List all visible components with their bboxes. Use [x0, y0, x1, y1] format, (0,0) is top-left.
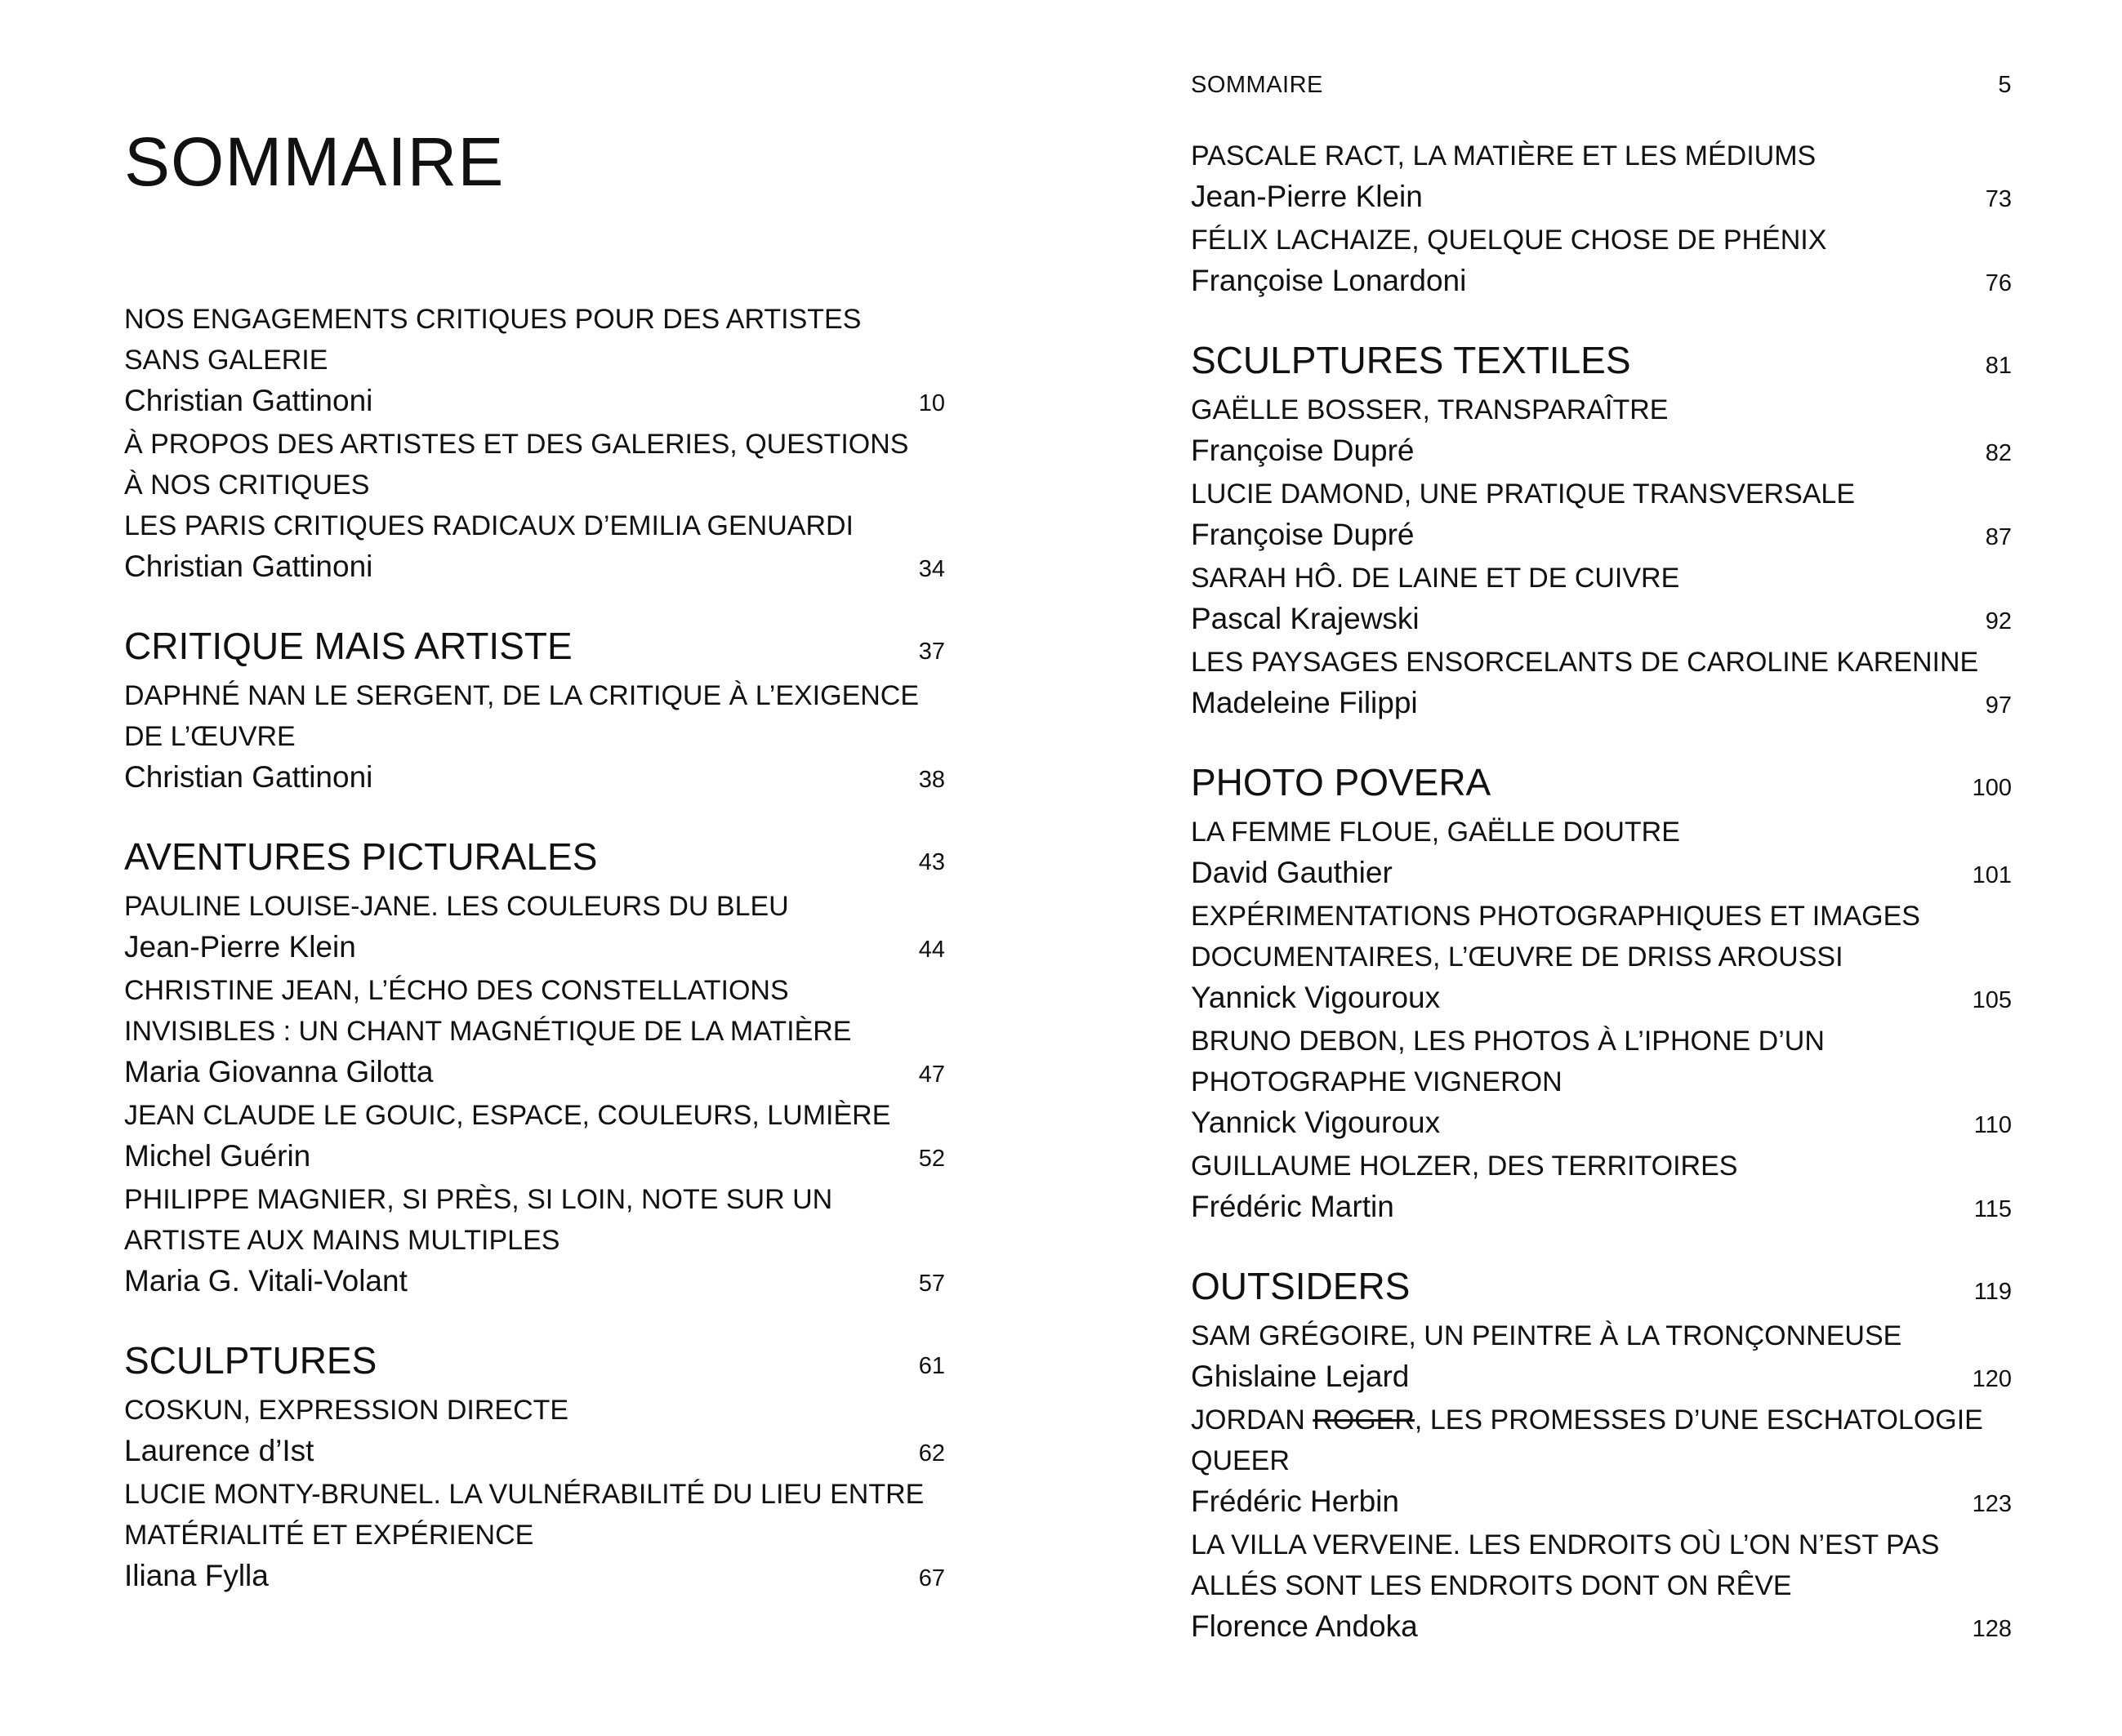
- page-title: SOMMAIRE: [124, 123, 505, 200]
- toc-author-name: Pascal Krajewski: [1191, 602, 1420, 635]
- toc-article-title-part: , LES PROMESSES D’UNE ESCHATOLOGIE QUEER: [1191, 1404, 1983, 1476]
- toc-author-name: Iliana Fylla: [124, 1559, 269, 1592]
- toc-author-row: [1191, 1356, 2012, 1400]
- toc-page-number: 67: [918, 1565, 945, 1591]
- right-page: [1191, 0, 2012, 1736]
- toc-author-name: Maria G. Vitali-Volant: [124, 1264, 408, 1298]
- toc-article-title: [1191, 1400, 2012, 1481]
- toc-section-row: [1191, 336, 2012, 389]
- toc-author-name: Jean-Pierre Klein: [1191, 180, 1423, 213]
- toc-page-number: 38: [918, 767, 945, 793]
- toc-page-number: 81: [1985, 353, 2012, 379]
- toc-author-name: Yannick Vigouroux: [1191, 1106, 1441, 1139]
- toc-author-row: [1191, 1186, 2012, 1230]
- toc-section-row: [124, 622, 945, 675]
- toc-section-row: [1191, 759, 2012, 812]
- toc-right-column: [1191, 136, 2012, 1649]
- toc-author-row: [124, 1556, 945, 1599]
- toc-page-number: 52: [918, 1146, 945, 1172]
- toc-author-name: Yannick Vigouroux: [1191, 981, 1441, 1014]
- toc-page-number: 123: [1972, 1491, 2012, 1517]
- toc-article-title-struck-word: ROGER: [1313, 1404, 1415, 1436]
- toc-author-name: David Gauthier: [1191, 856, 1393, 889]
- toc-author-name: Michel Guérin: [124, 1139, 311, 1173]
- toc-page-number: 82: [1985, 440, 2012, 466]
- running-head-page-number: 5: [1998, 71, 2012, 98]
- running-head-label: SOMMAIRE: [1191, 71, 1323, 98]
- toc-author-row: [1191, 852, 2012, 896]
- toc-section-row: [124, 833, 945, 886]
- toc-section-row: [1191, 1262, 2012, 1315]
- toc-article-title: SAM GRÉGOIRE, UN PEINTRE À LA TRONÇONNEUSE: [1191, 1320, 1902, 1351]
- toc-author-row: [124, 927, 945, 970]
- toc-author-row: [1191, 430, 2012, 474]
- toc-author-row: [124, 757, 945, 800]
- toc-author-row: [124, 1052, 945, 1095]
- toc-article-title: JEAN CLAUDE LE GOUIC, ESPACE, COULEURS, LUMIÈRE: [124, 1100, 891, 1131]
- toc-section-row: [124, 1337, 945, 1390]
- toc-page-number: 101: [1972, 862, 2012, 888]
- toc-author-row: [124, 381, 945, 424]
- toc-section-heading: OUTSIDERS: [1191, 1265, 1411, 1307]
- toc-article-title: GUILLAUME HOLZER, DES TERRITOIRES: [1191, 1151, 1738, 1182]
- toc-section-heading: PHOTO POVERA: [1191, 761, 1491, 803]
- toc-section-heading: AVENTURES PICTURALES: [124, 835, 598, 878]
- toc-author-name: Madeleine Filippi: [1191, 686, 1418, 719]
- toc-author-name: Françoise Lonardoni: [1191, 264, 1467, 297]
- toc-author-row: [1191, 1102, 2012, 1146]
- toc-page-number: 120: [1972, 1366, 2012, 1392]
- toc-article-title: DAPHNÉ NAN LE SERGENT, DE LA CRITIQUE À L’EXIGENCE DE L’ŒUVRE: [124, 680, 920, 752]
- toc-author-name: Florence Andoka: [1191, 1609, 1418, 1643]
- toc-page-number: 92: [1985, 608, 2012, 634]
- toc-page-number: 37: [918, 639, 945, 665]
- toc-page-number: 100: [1972, 775, 2012, 801]
- toc-article-title: LUCIE MONTY-BRUNEL. LA VULNÉRABILITÉ DU LIEU ENTRE MATÉRIALITÉ ET EXPÉRIENCE: [124, 1479, 925, 1551]
- toc-page-number: 76: [1985, 270, 2012, 296]
- toc-article-title: LA FEMME FLOUE, GAËLLE DOUTRE: [1191, 817, 1680, 848]
- toc-page-number: 73: [1985, 186, 2012, 212]
- toc-page-number: 97: [1985, 692, 2012, 719]
- toc-author-name: Maria Giovanna Gilotta: [124, 1055, 434, 1088]
- toc-page-number: 10: [918, 390, 945, 416]
- toc-left-column: [124, 299, 945, 1599]
- left-page: [124, 0, 945, 1736]
- toc-article-title: GAËLLE BOSSER, TRANSPARAÎTRE: [1191, 394, 1669, 425]
- toc-author-row: [1191, 260, 2012, 304]
- toc-article-title: SARAH HÔ. DE LAINE ET DE CUIVRE: [1191, 563, 1680, 594]
- toc-author-name: Christian Gattinoni: [124, 384, 373, 417]
- toc-page-number: 87: [1985, 524, 2012, 550]
- toc-page-number: 105: [1972, 987, 2012, 1013]
- toc-section-heading: CRITIQUE MAIS ARTISTE: [124, 625, 573, 667]
- toc-article-title: COSKUN, EXPRESSION DIRECTE: [124, 1395, 569, 1426]
- toc-author-row: [124, 1261, 945, 1304]
- toc-section-heading: SCULPTURES TEXTILES: [1191, 339, 1631, 381]
- toc-author-row: [1191, 683, 2012, 726]
- toc-article-title: PAULINE LOUISE-JANE. LES COULEURS DU BLEU: [124, 891, 789, 922]
- toc-article-title: PHILIPPE MAGNIER, SI PRÈS, SI LOIN, NOTE SUR UN ARTISTE AUX MAINS MULTIPLES: [124, 1184, 833, 1256]
- toc-page-number: 44: [918, 937, 945, 963]
- toc-author-name: Frédéric Martin: [1191, 1190, 1394, 1223]
- toc-author-row: [1191, 1606, 2012, 1649]
- toc-article-title: À PROPOS DES ARTISTES ET DES GALERIES, QUESTIONS À NOS CRITIQUES: [124, 429, 909, 501]
- toc-page-number: 119: [1973, 1279, 2012, 1305]
- toc-page-number: 57: [918, 1271, 945, 1297]
- toc-page-number: 43: [918, 849, 945, 875]
- toc-author-name: Françoise Dupré: [1191, 434, 1415, 467]
- toc-page-number: 110: [1973, 1112, 2012, 1138]
- toc-article-title: FÉLIX LACHAIZE, QUELQUE CHOSE DE PHÉNIX: [1191, 225, 1827, 256]
- toc-article-title-part: JORDAN: [1191, 1404, 1313, 1436]
- toc-article-title: LES PAYSAGES ENSORCELANTS DE CAROLINE KARENINE: [1191, 647, 1979, 678]
- toc-author-row: [1191, 514, 2012, 558]
- toc-author-row: [124, 1431, 945, 1474]
- toc-author-row: [1191, 977, 2012, 1021]
- toc-author-name: Christian Gattinoni: [124, 760, 373, 794]
- toc-article-title: CHRISTINE JEAN, L’ÉCHO DES CONSTELLATIONS INVISIBLES : UN CHANT MAGNÉTIQUE DE LA MATIÈRE: [124, 975, 852, 1047]
- toc-article-title: EXPÉRIMENTATIONS PHOTOGRAPHIQUES ET IMAGES DOCUMENTAIRES, L’ŒUVRE DE DRISS AROUSSI: [1191, 901, 1920, 973]
- toc-page-number: 61: [918, 1353, 945, 1379]
- toc-article-title: LA VILLA VERVEINE. LES ENDROITS OÙ L’ON N’EST PAS ALLÉS SONT LES ENDROITS DONT ON RÊVE: [1191, 1529, 1940, 1601]
- toc-author-row: [124, 1136, 945, 1179]
- toc-page-number: 115: [1973, 1196, 2012, 1222]
- toc-page-number: 62: [918, 1440, 945, 1467]
- toc-article-title: BRUNO DEBON, LES PHOTOS À L’IPHONE D’UN PHOTOGRAPHE VIGNERON: [1191, 1026, 1825, 1097]
- toc-page-number: 47: [918, 1062, 945, 1088]
- toc-page-number: 128: [1972, 1616, 2012, 1642]
- toc-author-name: Christian Gattinoni: [124, 550, 373, 583]
- toc-author-row: [1191, 599, 2012, 642]
- toc-section-heading: SCULPTURES: [124, 1339, 377, 1382]
- toc-article-title: LES PARIS CRITIQUES RADICAUX D’EMILIA GENUARDI: [124, 510, 854, 541]
- toc-author-row: [1191, 1481, 2012, 1525]
- toc-author-name: Laurence d’Ist: [124, 1434, 314, 1467]
- toc-article-title: NOS ENGAGEMENTS CRITIQUES POUR DES ARTISTES SANS GALERIE: [124, 304, 862, 376]
- toc-author-name: Françoise Dupré: [1191, 518, 1415, 551]
- toc-article-title: PASCALE RACT, LA MATIÈRE ET LES MÉDIUMS: [1191, 140, 1817, 171]
- toc-article-title: LUCIE DAMOND, UNE PRATIQUE TRANSVERSALE: [1191, 479, 1856, 510]
- toc-author-name: Ghislaine Lejard: [1191, 1360, 1410, 1393]
- toc-author-name: Jean-Pierre Klein: [124, 930, 356, 964]
- toc-author-name: Frédéric Herbin: [1191, 1485, 1399, 1518]
- toc-page-number: 34: [918, 556, 945, 582]
- running-head: [1191, 69, 2012, 101]
- toc-author-row: [1191, 176, 2012, 220]
- toc-author-row: [124, 546, 945, 590]
